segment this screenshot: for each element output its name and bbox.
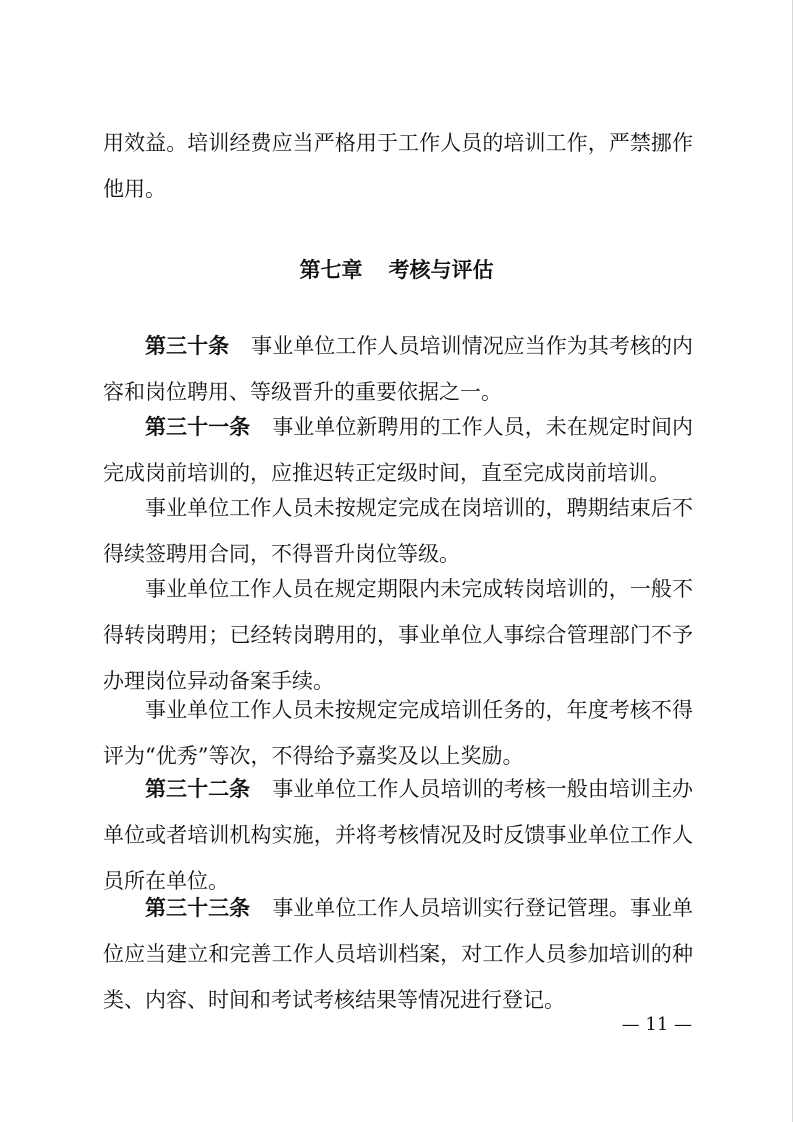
page-number: — 11 —: [621, 1014, 692, 1035]
article-text: 事业单位工作人员培训实行登记管理。事业单位应当建立和完善工作人员培训档案，对工作人员参加培训的种类、内容、时间和考试考核结果等情况进行登记。: [103, 896, 694, 1012]
article-number: 第三十二条: [145, 777, 251, 801]
continuation-paragraph: 用效益。培训经费应当严格用于工作人员的培训工作，严禁挪作他用。: [103, 131, 693, 201]
article-32: [103, 766, 693, 904]
article-text: 事业单位工作人员培训的考核一般由培训主办单位或者培训机构实施，并将考核情况及时反馈事业单位工作人员所在单位。: [103, 777, 694, 893]
article-30: [103, 323, 693, 415]
article-number: 第三十条: [145, 334, 230, 358]
chapter-title: 考核与评估: [388, 258, 494, 282]
paragraph: 事业单位工作人员未按规定完成培训任务的，年度考核不得评为“优秀”等次，不得给予嘉奖及以上奖励。: [103, 698, 693, 768]
article-33: [103, 885, 693, 1023]
article-number: 第三十三条: [145, 896, 251, 920]
article-number: 第三十一条: [145, 415, 251, 439]
article-31: [103, 404, 693, 496]
chapter-heading: [0, 250, 793, 290]
paragraph: 事业单位工作人员未按规定完成在岗培训的，聘期结束后不得续签聘用合同，不得晋升岗位等级。: [103, 496, 693, 566]
chapter-number: 第七章: [299, 258, 363, 282]
paragraph: 事业单位工作人员在规定期限内未完成转岗培训的，一般不得转岗聘用；已经转岗聘用的，事业单位人事综合管理部门不予办理岗位异动备案手续。: [103, 577, 693, 693]
article-text: 事业单位工作人员培训情况应当作为其考核的内容和岗位聘用、等级晋升的重要依据之一。: [103, 334, 694, 404]
article-text: 事业单位新聘用的工作人员，未在规定时间内完成岗前培训的，应推迟转正定级时间，直至完成岗前培训。: [103, 415, 694, 485]
